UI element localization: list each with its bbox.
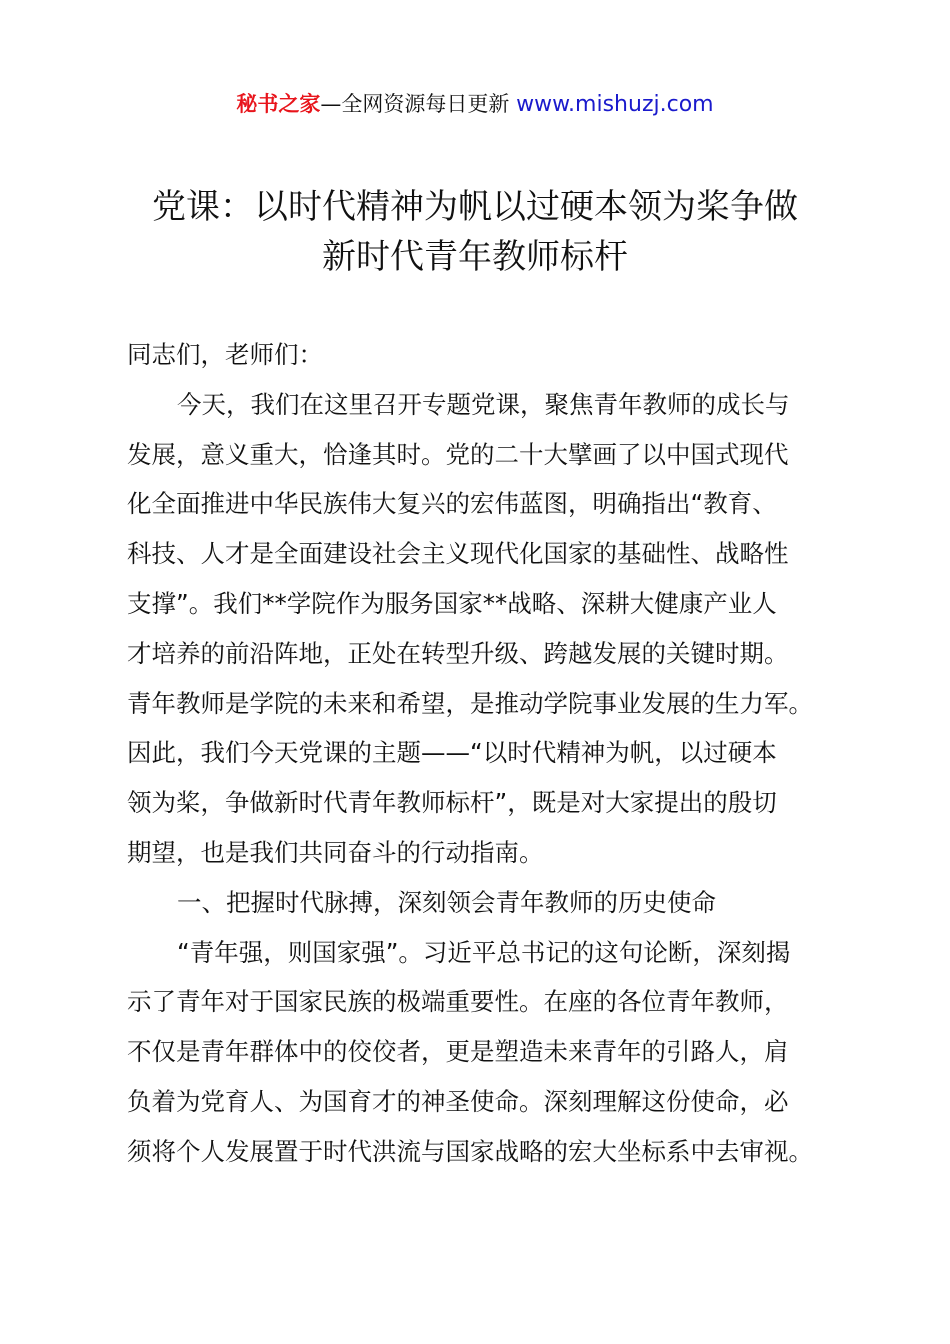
- body-text-line: “青年强，则国家强”。习近平总书记的这句论断，深刻揭: [177, 937, 791, 967]
- body-text-line: 发展，意义重大，恰逢其时。党的二十大擘画了以中国式现代: [127, 439, 789, 469]
- body-text-line: 须将个人发展置于时代洪流与国家战略的宏大坐标系中去审视。: [127, 1136, 813, 1166]
- body-text-line: 今天，我们在这里召开专题党课，聚焦青年教师的成长与: [177, 389, 790, 419]
- body-text-line: 示了青年对于国家民族的极端重要性。在座的各位青年教师，: [127, 987, 789, 1017]
- site-header: [0, 88, 950, 121]
- body-text-line: 负着为党育人、为国育才的神圣使命。深刻理解这份使命，必: [127, 1086, 789, 1116]
- body-text-line: 因此，我们今天党课的主题——“以时代精神为帆，以过硬本: [127, 738, 777, 768]
- brand-name: 秘书之家: [236, 92, 321, 116]
- body-text-line: 领为桨，争做新时代青年教师标杆”，既是对大家提出的殷切: [127, 788, 777, 818]
- body-text-line: 期望，也是我们共同奋斗的行动指南。: [127, 837, 544, 867]
- document-body: [127, 330, 847, 1177]
- body-text-line: 科技、人才是全面建设社会主义现代化国家的基础性、战略性: [127, 539, 789, 569]
- title-line-2: 新时代青年教师标杆: [322, 237, 628, 277]
- document-title: [0, 182, 950, 282]
- title-line-1: 党课：以时代精神为帆以过硬本领为桨争做: [152, 187, 798, 227]
- body-text-line: 不仅是青年群体中的佼佼者，更是塑造未来青年的引路人，肩: [127, 1037, 789, 1067]
- body-text-line: 青年教师是学院的未来和希望，是推动学院事业发展的生力军。: [127, 688, 813, 718]
- body-text-line: 支撑”。我们**学院作为服务国家**战略、深耕大健康产业人: [127, 588, 777, 618]
- body-text-line: 化全面推进中华民族伟大复兴的宏伟蓝图，明确指出“教育、: [127, 489, 777, 519]
- header-tagline: —全网资源每日更新: [320, 92, 517, 116]
- site-url-link[interactable]: www.mishuzj.com: [516, 92, 714, 117]
- body-text-line: 一、把握时代脉搏，深刻领会青年教师的历史使命: [177, 887, 716, 917]
- body-text-line: 同志们，老师们：: [127, 340, 323, 369]
- body-text-line: 才培养的前沿阵地，正处在转型升级、跨越发展的关键时期。: [127, 638, 789, 668]
